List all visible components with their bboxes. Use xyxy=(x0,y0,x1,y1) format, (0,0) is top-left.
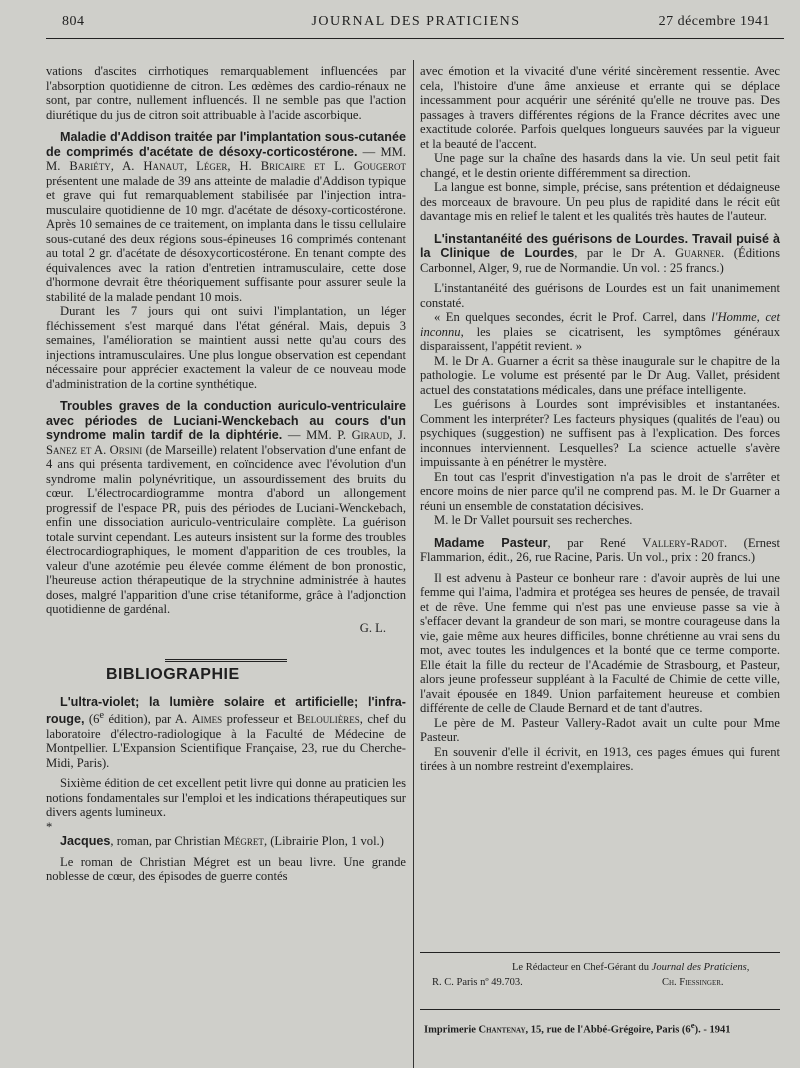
bibliography-heading: BIBLIOGRAPHIE xyxy=(106,666,240,683)
footer-rule-bottom xyxy=(420,1009,780,1010)
continued-paragraph: vations d'ascites cirrhotiques remarquablement influencées par l'absorption quotidienne de citron. Les œdèmes des cardio-rénaux ne sont, par contre, nullement influencés. Il ne semble pas que l'action diurétique du jus de citron soit attribuable à l'acide ascorbique. xyxy=(46,64,406,122)
article-title: Troubles graves de la conduction auriculo-ventriculaire avec périodes de Luciani-Wenckebach au cours d'un syndrome malin tardif de la diphtérie. xyxy=(46,399,406,442)
book-author: Aimes xyxy=(191,712,223,727)
article-body: (de Marseille) relatent l'observation d'une enfant de 4 ans qui présenta tardivement, en coïncidence avec l'évolution d'un syndrome malin polynévritique, un assourdissement des bruits du cœur. L'électrocardiogramme montra d'abord un allongement progressif de l'espace PR, puis des périodes de Luciani-Wenckebach, enfin une dissociation auriculo-ventriculaire complète. La guérison totale survint cependant. Les auteurs insistent sur la forme des troubles électrocardiographiques, le moment d'apparition de ces troubles, la valeur d'une azotémie peu élevée comme élément de bon pronostic, l'heureuse action thérapeutique de la strychnine administrée à hautes doses, malgré l'apparition d'une crise tétaniforme, grâce à l'adjonction quotidienne de gardénal. xyxy=(46,442,406,616)
printer-credit: Imprimerie Chantenay, 15, rue de l'Abbé-Grégoire, Paris (6e). - 1941 xyxy=(424,1020,731,1036)
review-paragraph: Les guérisons à Lourdes sont imprévisibles et instantanées. Comment les interpréter? Les facteurs physiques (qualités de l'eau) ou psychiques (suggestion) ne suffisent pas à l'explication. Des forces inconnues interviennent. Lesquelles? La science actuelle s'avère impuissante à en pénétrer le mystère. xyxy=(420,397,780,469)
book-review: Le roman de Christian Mégret est un beau livre. Une grande noblesse de cœur, des épisodes de guerre contés xyxy=(46,854,406,884)
editor-credit: Le Rédacteur en Chef-Gérant du Journal des Praticiens, xyxy=(512,962,750,973)
review-paragraph: L'instantanéité des guérisons de Lourdes est un fait unanimement constaté. xyxy=(420,281,780,310)
book-title: Jacques xyxy=(60,834,111,849)
book-title: L'ultra-violet; la lumière solaire et artificielle; l'infra-rouge, xyxy=(46,694,406,727)
book-review: Sixième édition de cet excellent petit livre qui donne au praticien les notions fondamentales sur l'emploi et les indications thérapeutiques sur divers agents lumineux. xyxy=(46,776,406,820)
article-addison xyxy=(46,130,406,304)
book-author: Beloulières xyxy=(296,712,360,727)
section-divider xyxy=(165,659,287,662)
left-column xyxy=(46,64,406,884)
page-number: 804 xyxy=(62,14,85,29)
author-signature: G. L. xyxy=(359,620,386,635)
star-separator: * xyxy=(46,819,53,834)
book-review-continued: avec émotion et la vivacité d'une vérité sincèrement ressentie. Avec cela, l'histoire d'une âme anxieuse et errante qui se déplace incessamment pour acquérir une sérénité qu'elle ne trouve pas. Des passages à travers différentes régions de la France décrites avec une exactitude colorée. Parfois quelques longueurs sauvées par la vigueur et la beauté de l'accent. xyxy=(420,64,780,151)
issue-date: 27 décembre 1941 xyxy=(658,14,770,29)
review-quote: « En quelques secondes, écrit le Prof. Carrel, dans l'Homme, cet inconnu, les plaies se cicatrisent, les symptômes généraux disparaissent, l'appétit revient. » xyxy=(420,310,781,353)
registry-number: R. C. Paris nº 49.703. xyxy=(432,977,523,988)
book-author: Guarner xyxy=(675,246,722,260)
review-paragraph: Le père de M. Pasteur Vallery-Radot avait un culte pour Mme Pasteur. xyxy=(420,715,780,744)
book-author: Vallery-Radot xyxy=(642,535,724,550)
book-title: Madame Pasteur xyxy=(434,535,548,550)
book-author: Mégret xyxy=(223,834,264,849)
article-title: Maladie d'Addison traitée par l'implantation sous-cutanée de comprimés d'acétate de désoxy-corticostérone. xyxy=(46,130,406,159)
review-paragraph: M. le Dr A. Guarner a écrit sa thèse inaugurale sur le chapitre de la pathologie. Le volume est présenté par le Dr Aug. Vallet, président actuel des constatations médicales, dans une préface intelligente. xyxy=(420,353,780,397)
book-jacques: Jacques, roman, par Christian Mégret, (Librairie Plon, 1 vol.) xyxy=(60,834,384,849)
article-paragraph: Durant les 7 jours qui ont suivi l'implantation, un léger fléchissement s'est marqué dans l'état général. Mais, depuis 3 semaines, l'amélioration se maintient aussi nette qu'au cours des injections intramusculaires. Une plus longue observation est cependant nécessaire pour apprécier exactement la valeur de ce nouveau mode d'administration de la cortine synthétique. xyxy=(46,304,406,391)
page-header xyxy=(62,14,770,36)
column-divider xyxy=(413,60,414,1068)
footer-rule-top xyxy=(420,952,780,953)
article-body: présentent une malade de 39 ans atteinte de maladie d'Addison typique et grave qui fut remarquablement stabilisée par l'injection intra-musculaire quotidienne de 10 mgr. d'acétate de désoxy-corticostérone. Après 10 semaines de ce traitement, on implanta dans le tissu cellulaire sous-cutané des deux régions sous-épineuses 16 comprimés contenant au total 2 gr. d'acétate de désoxycorticostérone. En tenant compte des équivalences avec la ration d'entretien intramusculaire, cette dose d'hormone devrait être théoriquement suffisante pour assurer seule la stabilité de la malade pendant 10 mois. xyxy=(46,173,406,304)
editor-signature: Ch. Fiessinger. xyxy=(662,977,724,988)
review-paragraph: Il est advenu à Pasteur ce bonheur rare : d'avoir auprès de lui une femme qui l'aima, l'admira et protégea ses heures de pensée, de travail et de rêve. Une femme qui n'est pas une envieuse passe sa vie à s'effacer devant la grandeur de son mari, se montre courageuse dans la vie, gaie même aux heures difficiles, bonne chrétienne au vrai sens du mot, avec toutes les indulgences et la bonté que ce terme comporte. Elle était la fille du recteur de l'Académie de Strasbourg, et Pasteur, alors jeune professeur suppléant à la Faculté de Chimie de cette ville, l'avait épousée en 1849. Union parfaitement heureuse et combien différente de celle de Claude Bernard et de tant d'autres. xyxy=(420,570,780,715)
right-column xyxy=(420,64,780,774)
article-authors: — MM. M. Bariéty, A. Hanaut, Léger, H. Bricaire et L. Gougerot xyxy=(46,144,406,173)
review-paragraph: La langue est bonne, simple, précise, sans prétention et dédaigneuse des morceaux de bravoure. Un peu plus de rapidité dans le récit eût davantage mis en relief le talent et les qualités très hautes de l'auteur. xyxy=(420,180,780,223)
review-paragraph: En tout cas l'esprit d'investigation n'a pas le droit de s'arrêter et encore moins de nier parce qu'il ne comprend pas. M. le Dr Guarner a réuni un ensemble de constatation décisives. xyxy=(420,469,780,513)
review-paragraph: Une page sur la chaîne des hasards dans la vie. Un seul petit fait changé, et le destin oriente différemment sa direction. xyxy=(420,151,780,180)
journal-title: JOURNAL DES PRATICIENS xyxy=(311,14,521,29)
book-lourdes: L'instantanéité des guérisons de Lourdes. Travail puisé à la Clinique de Lourdes, par le Dr A. Guarner. (Éditions Carbonnel, Alger, 9, rue de Normandie. Un vol. : 25 francs.) xyxy=(420,231,780,275)
article-authors: — MM. P. Giraud, J. Sanez et A. Orsini xyxy=(46,428,406,457)
header-rule xyxy=(46,38,784,39)
book-ultraviolet: L'ultra-violet; la lumière solaire et artificielle; l'infra-rouge, (6e édition), par A. Aimes professeur et Beloulières, chef du laboratoire d'électro-radiologique à la Faculté de Médecine de Montpellier. L'Expansion Scientifique Française, 23, rue du Cherche-Midi, Paris). xyxy=(46,694,406,770)
article-diphtheria xyxy=(46,399,406,617)
review-paragraph: M. le Dr Vallet poursuit ses recherches. xyxy=(434,513,633,527)
book-title: L'instantanéité des guérisons de Lourdes. Travail puisé à la Clinique de Lourdes xyxy=(420,231,780,260)
quoted-book-title: l'Homme, cet inconnu xyxy=(420,310,781,339)
review-paragraph: En souvenir d'elle il écrivit, en 1913, ces pages émues qui furent tirées à un nombre restreint d'exemplaires. xyxy=(420,744,780,773)
book-madame-pasteur: Madame Pasteur, par René Vallery-Radot. (Ernest Flammarion, édit., 26, rue Racine, Paris. Un vol., prix : 20 francs.) xyxy=(420,535,780,564)
